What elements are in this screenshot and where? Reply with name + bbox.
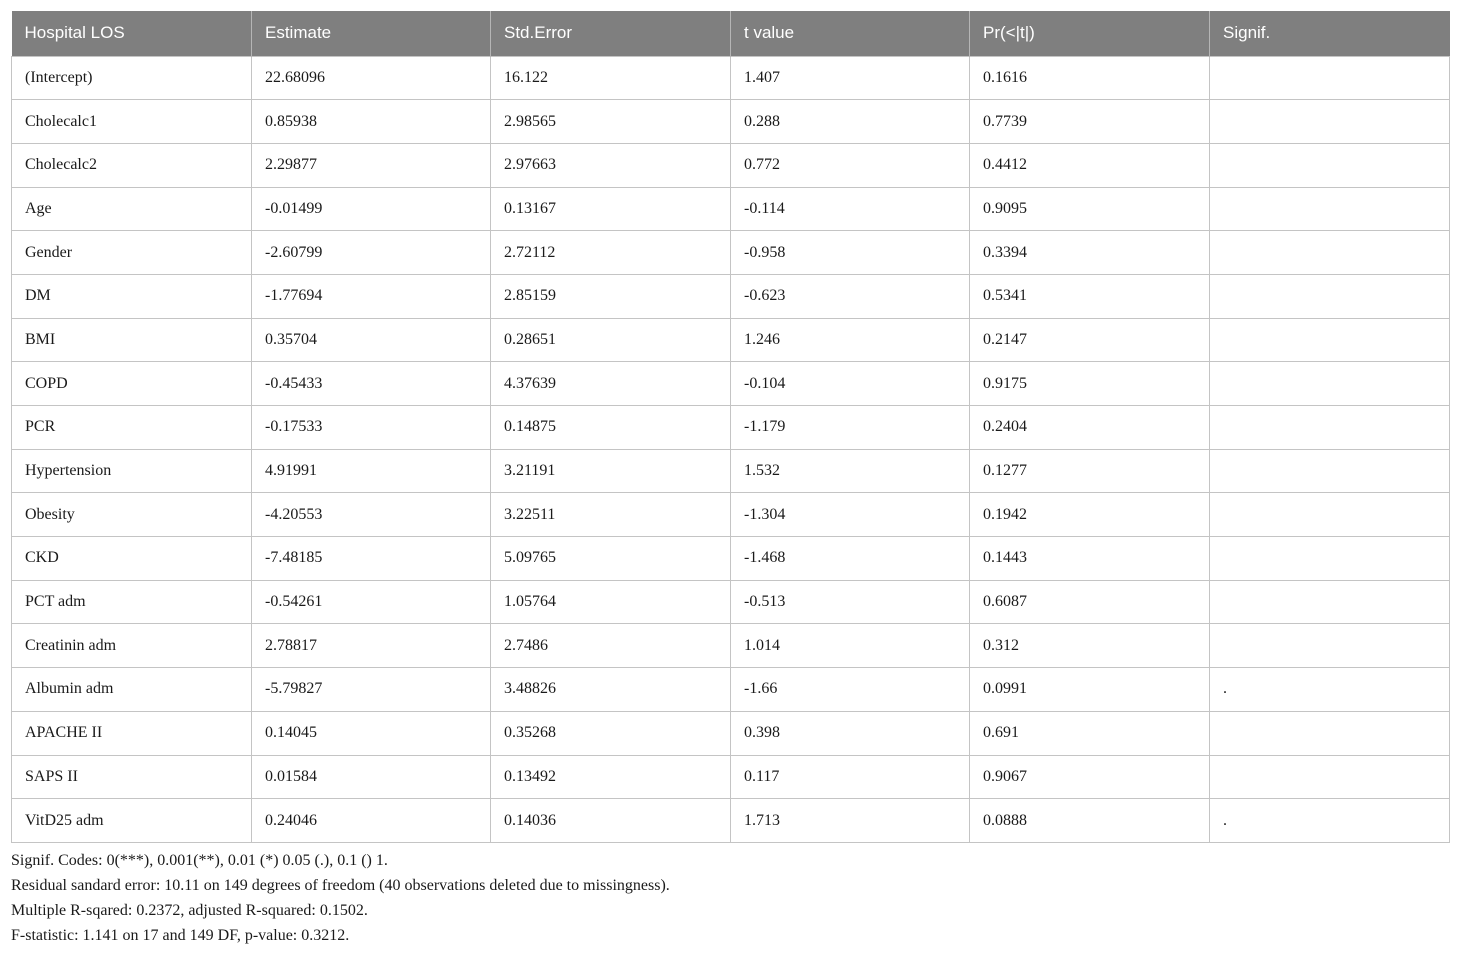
cell-t-value: 1.532 bbox=[731, 449, 970, 493]
cell-estimate: -0.54261 bbox=[252, 580, 491, 624]
regression-table-container bbox=[11, 11, 1449, 843]
table-row bbox=[12, 143, 1450, 187]
cell-estimate: 2.78817 bbox=[252, 624, 491, 668]
cell-std-error: 16.122 bbox=[491, 56, 731, 100]
cell-variable: Gender bbox=[12, 231, 252, 275]
cell-estimate: -1.77694 bbox=[252, 274, 491, 318]
cell-variable: Cholecalc1 bbox=[12, 100, 252, 144]
cell-std-error: 3.21191 bbox=[491, 449, 731, 493]
cell-variable: BMI bbox=[12, 318, 252, 362]
cell-t-value: -0.958 bbox=[731, 231, 970, 275]
cell-t-value: 1.246 bbox=[731, 318, 970, 362]
cell-variable: (Intercept) bbox=[12, 56, 252, 100]
note-signif-codes: Signif. Codes: 0(***), 0.001(**), 0.01 (*) 0.05 (.), 0.1 () 1. bbox=[11, 852, 388, 869]
cell-p-value: 0.2147 bbox=[970, 318, 1210, 362]
cell-std-error: 1.05764 bbox=[491, 580, 731, 624]
table-row bbox=[12, 537, 1450, 581]
cell-signif bbox=[1210, 362, 1450, 406]
cell-signif bbox=[1210, 56, 1450, 100]
cell-signif bbox=[1210, 143, 1450, 187]
table-row bbox=[12, 100, 1450, 144]
cell-variable: VitD25 adm bbox=[12, 799, 252, 843]
cell-t-value: -0.104 bbox=[731, 362, 970, 406]
cell-std-error: 3.22511 bbox=[491, 493, 731, 537]
cell-estimate: 0.24046 bbox=[252, 799, 491, 843]
cell-signif bbox=[1210, 100, 1450, 144]
cell-estimate: -0.17533 bbox=[252, 406, 491, 450]
cell-signif bbox=[1210, 580, 1450, 624]
cell-std-error: 0.13167 bbox=[491, 187, 731, 231]
cell-std-error: 2.98565 bbox=[491, 100, 731, 144]
cell-estimate: -4.20553 bbox=[252, 493, 491, 537]
cell-estimate: 2.29877 bbox=[252, 143, 491, 187]
cell-p-value: 0.0991 bbox=[970, 668, 1210, 712]
cell-estimate: -5.79827 bbox=[252, 668, 491, 712]
cell-variable: Obesity bbox=[12, 493, 252, 537]
cell-signif: . bbox=[1210, 668, 1450, 712]
header-row bbox=[12, 11, 1450, 56]
cell-estimate: -0.45433 bbox=[252, 362, 491, 406]
cell-variable: DM bbox=[12, 274, 252, 318]
table-body bbox=[12, 56, 1450, 842]
cell-std-error: 4.37639 bbox=[491, 362, 731, 406]
cell-t-value: 1.407 bbox=[731, 56, 970, 100]
cell-p-value: 0.1942 bbox=[970, 493, 1210, 537]
cell-signif bbox=[1210, 231, 1450, 275]
table-row bbox=[12, 580, 1450, 624]
cell-t-value: -0.513 bbox=[731, 580, 970, 624]
regression-table bbox=[11, 11, 1450, 843]
header-t-value: t value bbox=[731, 11, 970, 56]
cell-variable: PCT adm bbox=[12, 580, 252, 624]
header-signif: Signif. bbox=[1210, 11, 1450, 56]
cell-p-value: 0.9067 bbox=[970, 755, 1210, 799]
cell-signif bbox=[1210, 406, 1450, 450]
cell-t-value: 0.772 bbox=[731, 143, 970, 187]
table-header bbox=[12, 11, 1450, 56]
cell-variable: Albumin adm bbox=[12, 668, 252, 712]
cell-signif: . bbox=[1210, 799, 1450, 843]
header-std-error: Std.Error bbox=[491, 11, 731, 56]
table-row bbox=[12, 187, 1450, 231]
cell-estimate: -7.48185 bbox=[252, 537, 491, 581]
cell-estimate: 4.91991 bbox=[252, 449, 491, 493]
cell-signif bbox=[1210, 449, 1450, 493]
cell-t-value: -0.623 bbox=[731, 274, 970, 318]
note-f-statistic: F-statistic: 1.141 on 17 and 149 DF, p-value: 0.3212. bbox=[11, 927, 350, 944]
cell-estimate: 0.35704 bbox=[252, 318, 491, 362]
header-p-value: Pr(<|t|) bbox=[970, 11, 1210, 56]
table-row bbox=[12, 274, 1450, 318]
cell-signif bbox=[1210, 187, 1450, 231]
table-row bbox=[12, 755, 1450, 799]
cell-std-error: 0.14875 bbox=[491, 406, 731, 450]
cell-p-value: 0.7739 bbox=[970, 100, 1210, 144]
cell-std-error: 0.35268 bbox=[491, 711, 731, 755]
cell-p-value: 0.691 bbox=[970, 711, 1210, 755]
cell-std-error: 2.85159 bbox=[491, 274, 731, 318]
cell-signif bbox=[1210, 624, 1450, 668]
cell-p-value: 0.9095 bbox=[970, 187, 1210, 231]
cell-signif bbox=[1210, 755, 1450, 799]
cell-std-error: 0.13492 bbox=[491, 755, 731, 799]
cell-variable: Hypertension bbox=[12, 449, 252, 493]
table-row bbox=[12, 493, 1450, 537]
note-r-squared: Multiple R-sqared: 0.2372, adjusted R-squared: 0.1502. bbox=[11, 902, 368, 919]
cell-estimate: 0.85938 bbox=[252, 100, 491, 144]
cell-variable: PCR bbox=[12, 406, 252, 450]
table-row bbox=[12, 56, 1450, 100]
cell-estimate: -0.01499 bbox=[252, 187, 491, 231]
table-row bbox=[12, 406, 1450, 450]
cell-signif bbox=[1210, 711, 1450, 755]
cell-t-value: 0.117 bbox=[731, 755, 970, 799]
table-row bbox=[12, 231, 1450, 275]
cell-t-value: -1.66 bbox=[731, 668, 970, 712]
cell-estimate: 0.01584 bbox=[252, 755, 491, 799]
cell-variable: Creatinin adm bbox=[12, 624, 252, 668]
cell-variable: APACHE II bbox=[12, 711, 252, 755]
cell-std-error: 2.97663 bbox=[491, 143, 731, 187]
table-row bbox=[12, 668, 1450, 712]
cell-p-value: 0.1277 bbox=[970, 449, 1210, 493]
cell-p-value: 0.9175 bbox=[970, 362, 1210, 406]
cell-p-value: 0.5341 bbox=[970, 274, 1210, 318]
table-row bbox=[12, 318, 1450, 362]
cell-t-value: -0.114 bbox=[731, 187, 970, 231]
cell-variable: Age bbox=[12, 187, 252, 231]
cell-estimate: 22.68096 bbox=[252, 56, 491, 100]
cell-signif bbox=[1210, 537, 1450, 581]
cell-p-value: 0.4412 bbox=[970, 143, 1210, 187]
cell-std-error: 2.7486 bbox=[491, 624, 731, 668]
cell-t-value: 0.288 bbox=[731, 100, 970, 144]
header-hospital-los: Hospital LOS bbox=[12, 11, 252, 56]
cell-t-value: -1.179 bbox=[731, 406, 970, 450]
cell-variable: CKD bbox=[12, 537, 252, 581]
cell-std-error: 3.48826 bbox=[491, 668, 731, 712]
cell-std-error: 5.09765 bbox=[491, 537, 731, 581]
cell-signif bbox=[1210, 274, 1450, 318]
table-row bbox=[12, 624, 1450, 668]
cell-variable: COPD bbox=[12, 362, 252, 406]
cell-variable: SAPS II bbox=[12, 755, 252, 799]
cell-p-value: 0.0888 bbox=[970, 799, 1210, 843]
cell-signif bbox=[1210, 318, 1450, 362]
cell-t-value: 1.713 bbox=[731, 799, 970, 843]
header-estimate: Estimate bbox=[252, 11, 491, 56]
table-row bbox=[12, 362, 1450, 406]
cell-std-error: 2.72112 bbox=[491, 231, 731, 275]
cell-signif bbox=[1210, 493, 1450, 537]
cell-variable: Cholecalc2 bbox=[12, 143, 252, 187]
cell-t-value: -1.468 bbox=[731, 537, 970, 581]
cell-p-value: 0.312 bbox=[970, 624, 1210, 668]
cell-p-value: 0.6087 bbox=[970, 580, 1210, 624]
cell-estimate: 0.14045 bbox=[252, 711, 491, 755]
table-row bbox=[12, 711, 1450, 755]
table-notes bbox=[11, 848, 670, 948]
note-residual-error: Residual sandard error: 10.11 on 149 degrees of freedom (40 observations deleted due to missingness). bbox=[11, 877, 670, 894]
cell-p-value: 0.3394 bbox=[970, 231, 1210, 275]
cell-t-value: -1.304 bbox=[731, 493, 970, 537]
table-row bbox=[12, 799, 1450, 843]
cell-t-value: 0.398 bbox=[731, 711, 970, 755]
cell-t-value: 1.014 bbox=[731, 624, 970, 668]
cell-std-error: 0.28651 bbox=[491, 318, 731, 362]
table-row bbox=[12, 449, 1450, 493]
cell-p-value: 0.1616 bbox=[970, 56, 1210, 100]
cell-estimate: -2.60799 bbox=[252, 231, 491, 275]
cell-p-value: 0.1443 bbox=[970, 537, 1210, 581]
cell-std-error: 0.14036 bbox=[491, 799, 731, 843]
cell-p-value: 0.2404 bbox=[970, 406, 1210, 450]
